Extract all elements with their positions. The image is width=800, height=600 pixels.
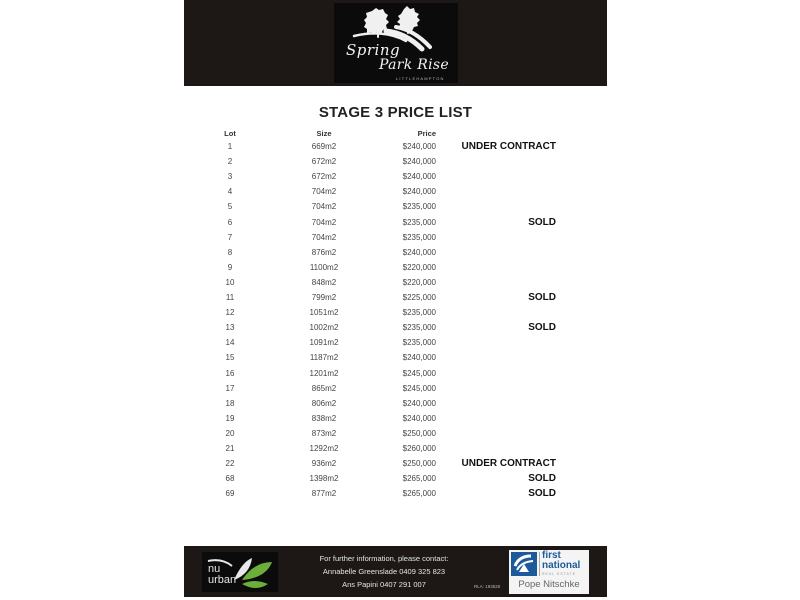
column-header-lot: Lot: [224, 129, 236, 138]
table-row: [184, 230, 607, 245]
first-national-text-national: national: [542, 560, 581, 571]
contact-intro: For further information, please contact:: [319, 554, 449, 563]
page-title: STAGE 3 PRICE LIST: [318, 104, 473, 121]
price-list-page: [184, 0, 607, 600]
size-cell: 806m2: [311, 398, 337, 408]
logo-text-spring: Spring: [346, 41, 401, 59]
first-national-tagline: REAL ESTATE: [542, 572, 577, 576]
header-banner: [184, 0, 607, 86]
lot-cell: 9: [227, 262, 233, 272]
table-row: [184, 275, 607, 290]
size-cell: 1292m2: [309, 444, 339, 453]
column-header-size: Size: [316, 129, 332, 138]
lot-cell: 69: [225, 489, 235, 499]
table-row: [184, 305, 607, 320]
price-cell: $235,000: [402, 308, 436, 318]
size-cell: 704m2: [311, 202, 337, 212]
price-cell: $240,000: [402, 353, 436, 363]
lot-cell: 22: [225, 459, 235, 469]
size-cell: 704m2: [311, 187, 337, 197]
price-cell: $265,000: [402, 474, 436, 484]
lot-cell: 16: [225, 368, 235, 378]
table-row: [184, 441, 607, 456]
contact-annabelle: Annabelle Greenslade 0409 325 823: [322, 567, 446, 576]
size-cell: 1002m2: [309, 323, 339, 333]
table-row: [184, 486, 607, 501]
price-cell: $240,000: [402, 398, 436, 408]
table-row: [184, 396, 607, 411]
table-row: [184, 426, 607, 441]
lot-cell: 68: [225, 474, 235, 484]
nu-urban-text-nu: nu: [208, 563, 221, 575]
price-cell: $235,000: [402, 323, 436, 333]
table-row: [184, 169, 607, 184]
table-row: [184, 381, 607, 396]
price-cell: $250,000: [402, 459, 436, 469]
table-row: [184, 215, 607, 230]
price-cell: $265,000: [402, 489, 436, 499]
price-cell: $235,000: [402, 338, 436, 348]
lot-cell: 7: [227, 232, 233, 242]
table-row: [184, 350, 607, 365]
lot-cell: 2: [227, 157, 233, 167]
table-row: [184, 471, 607, 486]
lot-cell: 13: [225, 323, 235, 333]
price-cell: $240,000: [402, 157, 436, 167]
status-badge: SOLD: [528, 473, 556, 485]
table-row: [184, 335, 607, 350]
lot-cell: 21: [225, 444, 235, 453]
price-cell: $225,000: [402, 293, 436, 302]
table-row: [184, 184, 607, 199]
price-cell: $220,000: [402, 262, 436, 272]
price-cell: $240,000: [402, 172, 436, 182]
logo-text-park-rise: Park Rise: [379, 57, 449, 73]
status-badge: SOLD: [528, 488, 556, 500]
footer-banner: [184, 546, 607, 597]
price-cell: $245,000: [402, 368, 436, 378]
lot-cell: 15: [225, 353, 235, 363]
status-badge: UNDER CONTRACT: [461, 141, 556, 152]
size-cell: 865m2: [311, 383, 337, 393]
table-row: [184, 456, 607, 471]
lot-cell: 14: [225, 338, 235, 348]
lot-cell: 20: [225, 428, 235, 438]
lot-cell: 12: [225, 308, 235, 318]
size-cell: 704m2: [311, 217, 337, 227]
table-row: [184, 199, 607, 214]
size-cell: 876m2: [311, 247, 337, 257]
price-cell: $235,000: [402, 202, 436, 212]
column-header-price: Price: [417, 129, 436, 138]
contact-ans: Ans Papini 0407 291 007: [342, 580, 426, 589]
size-cell: 1201m2: [309, 368, 339, 378]
lot-cell: 3: [227, 172, 233, 182]
table-row: [184, 320, 607, 335]
contact-info: [284, 552, 484, 591]
price-cell: $250,000: [402, 428, 436, 438]
table-row: [184, 260, 607, 275]
lot-cell: 6: [227, 217, 233, 227]
price-cell: $235,000: [402, 217, 436, 227]
table-row: [184, 245, 607, 260]
size-cell: 1091m2: [309, 338, 339, 348]
logo-divider: [539, 552, 540, 576]
size-cell: 877m2: [311, 489, 337, 499]
office-name: Pope Nitschke: [518, 579, 580, 590]
table-row: [184, 290, 607, 305]
price-cell: $240,000: [402, 413, 436, 423]
lot-cell: 8: [227, 247, 233, 257]
size-cell: 873m2: [311, 428, 337, 438]
nu-urban-logo: [202, 552, 278, 592]
size-cell: 848m2: [311, 277, 337, 287]
price-cell: $235,000: [402, 232, 436, 242]
status-badge: SOLD: [528, 216, 556, 228]
size-cell: 1187m2: [309, 353, 339, 363]
price-cell: $245,000: [402, 383, 436, 393]
lot-cell: 18: [225, 398, 235, 408]
logo-subtitle: LITTLEHAMPTON: [396, 76, 445, 81]
first-national-emblem-icon: [511, 552, 537, 576]
table-row: [184, 411, 607, 426]
first-national-text-first: first: [542, 550, 561, 561]
lot-cell: 11: [225, 293, 235, 302]
size-cell: 838m2: [311, 413, 337, 423]
status-badge: SOLD: [528, 322, 556, 334]
lot-cell: 4: [227, 187, 233, 197]
size-cell: 704m2: [311, 232, 337, 242]
table-row: [184, 154, 607, 169]
status-badge: UNDER CONTRACT: [461, 458, 556, 470]
size-cell: 936m2: [311, 459, 337, 469]
spring-park-rise-logo: [334, 3, 458, 83]
size-cell: 669m2: [311, 142, 337, 151]
size-cell: 799m2: [311, 293, 337, 302]
lot-cell: 17: [225, 383, 235, 393]
table-row: [184, 139, 607, 154]
size-cell: 1100m2: [309, 262, 339, 272]
rla-number: RLA: 193520: [474, 584, 501, 589]
price-cell: $240,000: [402, 247, 436, 257]
size-cell: 672m2: [311, 157, 337, 167]
size-cell: 1398m2: [309, 474, 339, 484]
lot-cell: 10: [225, 277, 235, 287]
lot-cell: 19: [225, 413, 235, 423]
price-cell: $240,000: [402, 187, 436, 197]
lot-cell: 5: [227, 202, 233, 212]
table-row: [184, 366, 607, 381]
price-cell: $260,000: [402, 444, 436, 453]
size-cell: 1051m2: [309, 308, 339, 318]
price-cell: $220,000: [402, 277, 436, 287]
lot-cell: 1: [227, 142, 233, 151]
price-cell: $240,000: [402, 142, 436, 151]
first-national-logo: [509, 550, 589, 594]
status-badge: SOLD: [528, 292, 556, 303]
nu-urban-text-urban: urban: [208, 574, 237, 586]
size-cell: 672m2: [311, 172, 337, 182]
